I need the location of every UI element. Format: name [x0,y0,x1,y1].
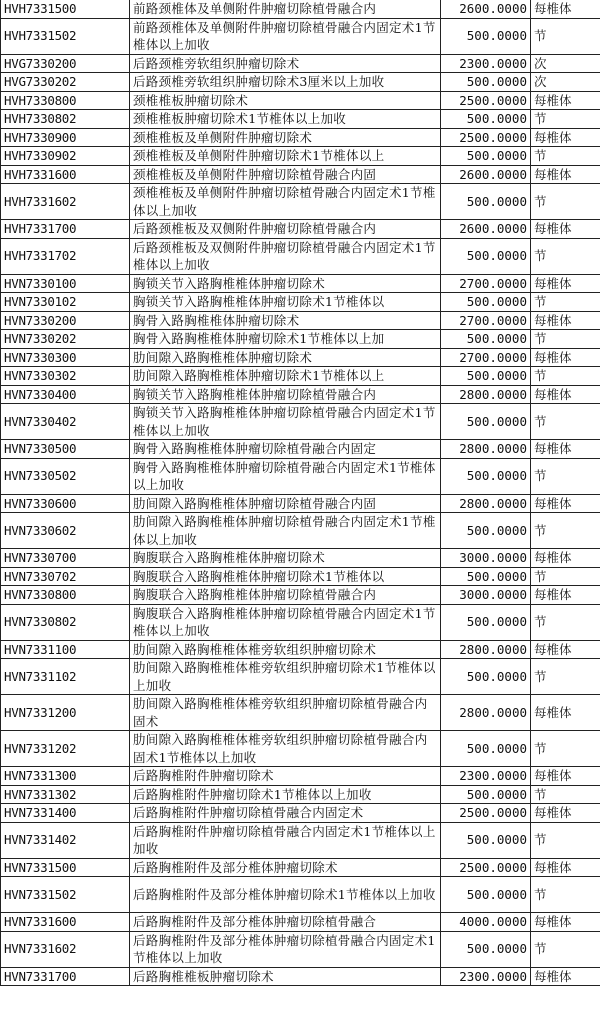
item-unit: 每椎体 [531,804,600,823]
table-row [1,330,600,349]
item-name: 胸骨入路胸椎椎体肿瘤切除术1节椎体以上加 [130,330,441,349]
item-unit: 每椎体 [531,640,600,659]
item-price: 2800.0000 [441,385,531,404]
item-code: HVN7331300 [1,767,130,786]
item-name: 肋间隙入路胸椎椎体椎旁软组织肿瘤切除植骨融合内固术 [130,695,441,731]
item-code: HVN7331502 [1,877,130,913]
item-code: HVN7331302 [1,785,130,804]
table-row [1,128,600,147]
table-row [1,18,600,54]
item-unit: 节 [531,731,600,767]
item-unit: 每椎体 [531,220,600,239]
item-name: 后路颈椎板及双侧附件肿瘤切除植骨融合内固定术1节椎体以上加收 [130,238,441,274]
item-name: 颈椎椎板及单侧附件肿瘤切除术1节椎体以上 [130,147,441,166]
item-code: HVH7330900 [1,128,130,147]
item-name: 胸腹联合入路胸椎椎体肿瘤切除植骨融合内固定术1节椎体以上加收 [130,604,441,640]
item-price: 500.0000 [441,110,531,129]
table-row [1,184,600,220]
item-unit: 每椎体 [531,440,600,459]
item-unit: 每椎体 [531,767,600,786]
item-price: 2600.0000 [441,165,531,184]
table-row [1,91,600,110]
item-price: 500.0000 [441,293,531,312]
table-row [1,54,600,73]
item-price: 2500.0000 [441,128,531,147]
item-price: 500.0000 [441,513,531,549]
table-row [1,640,600,659]
item-code: HVN7330402 [1,404,130,440]
item-name: 后路颈椎板及双侧附件肿瘤切除植骨融合内 [130,220,441,239]
item-code: HVN7330602 [1,513,130,549]
table-row [1,785,600,804]
item-price: 2800.0000 [441,440,531,459]
item-unit: 每椎体 [531,0,600,18]
table-row [1,367,600,386]
item-code: HVG7330200 [1,54,130,73]
item-unit: 节 [531,404,600,440]
item-name: 颈椎椎板及单侧附件肿瘤切除植骨融合内固定术1节椎体以上加收 [130,184,441,220]
table-row [1,0,600,18]
item-name: 后路胸椎附件肿瘤切除术1节椎体以上加收 [130,785,441,804]
item-name: 后路颈椎旁软组织肿瘤切除术3厘米以上加收 [130,73,441,92]
item-code: HVN7330600 [1,494,130,513]
table-row [1,913,600,932]
item-name: 胸骨入路胸椎椎体肿瘤切除植骨融合内固定术1节椎体以上加收 [130,458,441,494]
item-code: HVN7330702 [1,567,130,586]
table-row [1,147,600,166]
item-code: HVN7331602 [1,931,130,967]
item-unit: 节 [531,785,600,804]
table-row [1,567,600,586]
table-row [1,513,600,549]
table-row [1,110,600,129]
item-name: 颈椎椎板及单侧附件肿瘤切除植骨融合内固 [130,165,441,184]
item-price: 2800.0000 [441,494,531,513]
item-price: 500.0000 [441,404,531,440]
item-code: HVN7330802 [1,604,130,640]
item-price: 4000.0000 [441,913,531,932]
table-row [1,822,600,858]
item-unit: 每椎体 [531,586,600,605]
item-code: HVN7330800 [1,586,130,605]
item-name: 前路颈椎体及单侧附件肿瘤切除植骨融合内固定术1节椎体以上加收 [130,18,441,54]
item-price: 500.0000 [441,822,531,858]
table-row [1,767,600,786]
item-price: 2500.0000 [441,91,531,110]
item-unit: 节 [531,604,600,640]
item-price: 500.0000 [441,184,531,220]
item-price: 2500.0000 [441,804,531,823]
item-price: 2700.0000 [441,311,531,330]
item-price: 2500.0000 [441,858,531,877]
item-price: 500.0000 [441,604,531,640]
item-unit: 节 [531,567,600,586]
item-code: HVN7330302 [1,367,130,386]
item-code: HVN7331200 [1,695,130,731]
item-code: HVN7331600 [1,913,130,932]
item-code: HVN7331700 [1,967,130,986]
item-unit: 每椎体 [531,695,600,731]
item-name: 肋间隙入路胸椎椎体椎旁软组织肿瘤切除术 [130,640,441,659]
item-name: 后路胸椎附件及部分椎体肿瘤切除术1节椎体以上加收 [130,877,441,913]
table-row [1,440,600,459]
item-unit: 每椎体 [531,91,600,110]
table-row [1,458,600,494]
table-row [1,274,600,293]
item-name: 后路胸椎附件肿瘤切除植骨融合内固定术1节椎体以上加收 [130,822,441,858]
item-code: HVH7330902 [1,147,130,166]
item-name: 肋间隙入路胸椎椎体椎旁软组织肿瘤切除术1节椎体以上加收 [130,659,441,695]
table-row [1,967,600,986]
table-row [1,348,600,367]
table-row [1,311,600,330]
item-unit: 每椎体 [531,494,600,513]
item-price: 3000.0000 [441,549,531,568]
item-name: 肋间隙入路胸椎椎体肿瘤切除术 [130,348,441,367]
item-name: 胸骨入路胸椎椎体肿瘤切除植骨融合内固定 [130,440,441,459]
item-unit: 节 [531,18,600,54]
table-row [1,238,600,274]
item-price: 2600.0000 [441,0,531,18]
item-unit: 每椎体 [531,967,600,986]
item-price: 2300.0000 [441,767,531,786]
item-unit: 节 [531,513,600,549]
item-code: HVN7330202 [1,330,130,349]
table-row [1,404,600,440]
item-name: 后路胸椎附件及部分椎体肿瘤切除植骨融合内固定术1节椎体以上加收 [130,931,441,967]
item-price: 500.0000 [441,785,531,804]
table-row [1,494,600,513]
item-unit: 每椎体 [531,348,600,367]
item-code: HVH7331600 [1,165,130,184]
item-code: HVN7330200 [1,311,130,330]
item-unit: 节 [531,822,600,858]
item-unit: 每椎体 [531,913,600,932]
item-unit: 节 [531,659,600,695]
item-unit: 次 [531,73,600,92]
item-code: HVH7331702 [1,238,130,274]
fee-table-body [1,0,600,986]
item-code: HVN7330400 [1,385,130,404]
item-name: 胸腹联合入路胸椎椎体肿瘤切除术1节椎体以 [130,567,441,586]
item-unit: 节 [531,147,600,166]
item-unit: 每椎体 [531,858,600,877]
item-unit: 节 [531,330,600,349]
item-unit: 节 [531,367,600,386]
item-unit: 每椎体 [531,274,600,293]
table-row [1,731,600,767]
item-name: 后路胸椎附件及部分椎体肿瘤切除植骨融合 [130,913,441,932]
item-price: 2800.0000 [441,640,531,659]
table-row [1,659,600,695]
item-name: 后路胸椎附件及部分椎体肿瘤切除术 [130,858,441,877]
item-name: 颈椎椎板及单侧附件肿瘤切除术 [130,128,441,147]
item-name: 胸腹联合入路胸椎椎体肿瘤切除术 [130,549,441,568]
item-name: 胸锁关节入路胸椎椎体肿瘤切除植骨融合内固定术1节椎体以上加收 [130,404,441,440]
item-price: 500.0000 [441,73,531,92]
item-price: 500.0000 [441,659,531,695]
item-unit: 节 [531,458,600,494]
item-name: 胸骨入路胸椎椎体肿瘤切除术 [130,311,441,330]
item-unit: 每椎体 [531,311,600,330]
item-code: HVH7330800 [1,91,130,110]
item-unit: 节 [531,238,600,274]
table-row [1,804,600,823]
item-name: 胸锁关节入路胸椎椎体肿瘤切除植骨融合内 [130,385,441,404]
table-row [1,604,600,640]
item-price: 500.0000 [441,567,531,586]
table-row [1,549,600,568]
item-code: HVG7330202 [1,73,130,92]
item-price: 500.0000 [441,238,531,274]
item-price: 2700.0000 [441,274,531,293]
item-name: 胸腹联合入路胸椎椎体肿瘤切除植骨融合内 [130,586,441,605]
item-unit: 节 [531,931,600,967]
item-unit: 每椎体 [531,549,600,568]
item-name: 后路胸椎附件肿瘤切除术 [130,767,441,786]
item-price: 2300.0000 [441,967,531,986]
item-price: 3000.0000 [441,586,531,605]
item-code: HVN7330100 [1,274,130,293]
item-code: HVN7330500 [1,440,130,459]
item-price: 500.0000 [441,731,531,767]
item-price: 2300.0000 [441,54,531,73]
item-price: 500.0000 [441,458,531,494]
item-price: 500.0000 [441,367,531,386]
item-code: HVN7330300 [1,348,130,367]
item-code: HVN7331402 [1,822,130,858]
item-unit: 节 [531,877,600,913]
item-code: HVN7330700 [1,549,130,568]
item-unit: 节 [531,293,600,312]
item-name: 前路颈椎体及单侧附件肿瘤切除植骨融合内 [130,0,441,18]
table-row [1,165,600,184]
item-name: 后路胸椎椎板肿瘤切除术 [130,967,441,986]
item-name: 肋间隙入路胸椎椎体椎旁软组织肿瘤切除植骨融合内固术1节椎体以上加收 [130,731,441,767]
table-row [1,385,600,404]
table-row [1,931,600,967]
item-code: HVN7331102 [1,659,130,695]
item-unit: 每椎体 [531,165,600,184]
item-code: HVH7331500 [1,0,130,18]
item-code: HVH7330802 [1,110,130,129]
item-price: 2700.0000 [441,348,531,367]
item-code: HVN7331500 [1,858,130,877]
table-row [1,877,600,913]
item-code: HVH7331700 [1,220,130,239]
item-unit: 节 [531,110,600,129]
table-row [1,293,600,312]
item-code: HVN7330502 [1,458,130,494]
item-code: HVN7331100 [1,640,130,659]
item-unit: 每椎体 [531,128,600,147]
item-name: 胸锁关节入路胸椎椎体肿瘤切除术 [130,274,441,293]
table-row [1,695,600,731]
item-price: 500.0000 [441,877,531,913]
item-name: 肋间隙入路胸椎椎体肿瘤切除植骨融合内固 [130,494,441,513]
item-name: 后路胸椎附件肿瘤切除植骨融合内固定术 [130,804,441,823]
item-price: 2600.0000 [441,220,531,239]
item-name: 颈椎椎板肿瘤切除术 [130,91,441,110]
item-name: 后路颈椎旁软组织肿瘤切除术 [130,54,441,73]
item-code: HVH7331502 [1,18,130,54]
table-row [1,586,600,605]
item-code: HVN7331202 [1,731,130,767]
table-row [1,858,600,877]
item-code: HVN7331400 [1,804,130,823]
item-price: 500.0000 [441,147,531,166]
item-code: HVN7330102 [1,293,130,312]
item-code: HVH7331602 [1,184,130,220]
item-name: 胸锁关节入路胸椎椎体肿瘤切除术1节椎体以 [130,293,441,312]
item-unit: 每椎体 [531,385,600,404]
item-price: 2800.0000 [441,695,531,731]
item-name: 颈椎椎板肿瘤切除术1节椎体以上加收 [130,110,441,129]
item-name: 肋间隙入路胸椎椎体肿瘤切除术1节椎体以上 [130,367,441,386]
item-price: 500.0000 [441,330,531,349]
item-unit: 次 [531,54,600,73]
table-row [1,220,600,239]
item-price: 500.0000 [441,18,531,54]
table-row [1,73,600,92]
item-unit: 节 [531,184,600,220]
item-name: 肋间隙入路胸椎椎体肿瘤切除植骨融合内固定术1节椎体以上加收 [130,513,441,549]
item-price: 500.0000 [441,931,531,967]
